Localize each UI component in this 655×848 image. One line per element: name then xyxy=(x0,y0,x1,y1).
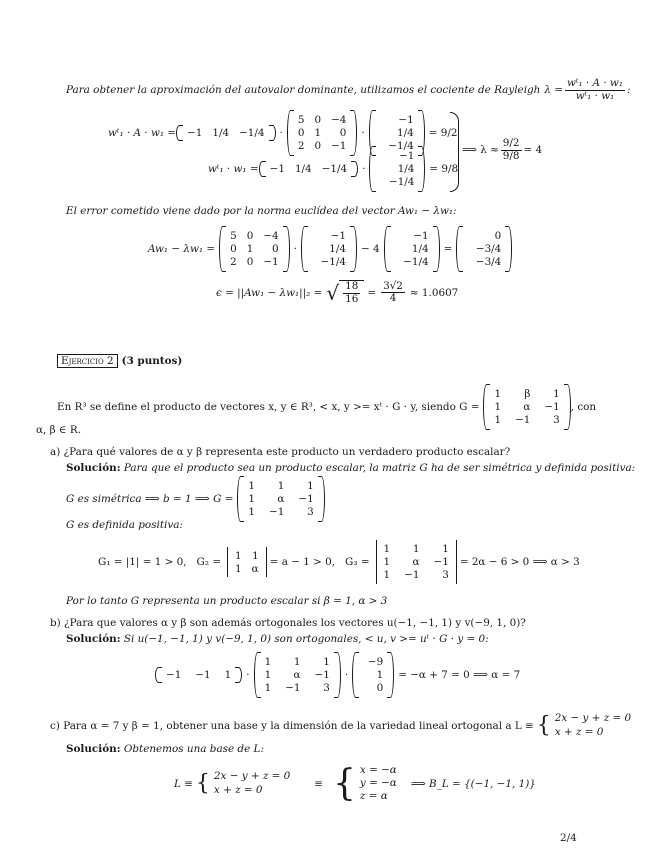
page-number: 2/4 xyxy=(560,832,577,844)
system-right-brace xyxy=(450,112,459,192)
rayleigh-intro-text: Para obtener la aproximación del autovalor dominante, utilizamos el cociente de Rayleigh xyxy=(66,84,541,97)
part-c-solution: Solución: Obtenemos una base de L: xyxy=(66,743,264,755)
equation-error-norm: ϵ = ||Aw₁ − λw₁||₂ = √ $\frac{18}{16}$ = $\frac{3√2}{4}$ ≈ 1.0607 xyxy=(216,279,459,305)
exercise-heading xyxy=(57,354,182,368)
eq3-result-vector: 0 −3/4 −3/4 xyxy=(456,226,512,272)
rayleigh-lambda: λ = xyxy=(544,84,563,97)
part-b-row-vector: −1 −1 1 xyxy=(155,667,242,683)
eq1-result: = 9/2 xyxy=(428,127,458,139)
minor-G2: 1 1 1 α xyxy=(224,547,270,577)
eq1-matrix-A: 5 0 −4 0 1 0 2 0 −1 xyxy=(287,110,358,156)
eq1-lhs: wᵗ₁ · A · w₁ = xyxy=(108,127,177,139)
lambda-result: ⟹ λ ≈ $\frac{9/2}{9/8}$ = 4 xyxy=(462,137,543,162)
eq2-column-vector: −1 1/4 −1/4 xyxy=(369,146,425,192)
part-c-equation: L ≡ { 2x − y + z = 0 x + z = 0 ≡ { x = −α y = −α z = α ⟹ B_L = {(−1, −1, 1)} xyxy=(174,762,536,804)
sqrt-expression: √ $\frac{18}{16}$ xyxy=(326,280,364,306)
eq3-lhs: Aw₁ − λw₁ = xyxy=(148,243,216,255)
part-a-question: a) ¿Para qué valores de α y β representa este producto un verdadero producto escalar? xyxy=(50,446,511,458)
part-a-matrix-G: 1 1 1 1 α −1 1 −1 3 xyxy=(237,476,324,522)
rayleigh-intro-line: Para obtener la aproximación del autovalor dominante, utilizamos el cociente de Rayleigh λ = $\frac{\text{wᵗ₁ · A · w₁}}{\text{wᵗ₁ · w₁}}$ : xyxy=(66,77,631,102)
part-b-matrix-G: 1 1 1 1 α −1 1 −1 3 xyxy=(254,652,341,698)
rayleigh-num: wᵗ₁ · A · w₁ xyxy=(566,77,623,89)
eq3-vector-2: −1 1/4 −1/4 xyxy=(384,226,440,272)
equation-residual: Aw₁ − λw₁ = 5 0 −4 0 1 0 2 0 −1 · −1 1/4 −1/4 − 4 −1 1/4 −1/4 = 0 −3/4 −3/4 xyxy=(148,226,512,272)
eq1-row-vector: −1 1/4 −1/4 xyxy=(176,125,276,141)
eq1-column-vector: −1 1/4 −1/4 xyxy=(369,110,425,156)
intro-text-3: α, β ∈ R. xyxy=(36,424,82,436)
minor-G3: 1 1 1 1 α −1 1 −1 3 xyxy=(373,540,460,584)
part-a-posdef-text: G es definida positiva: xyxy=(66,519,183,531)
part-a-minors: G₁ = |1| = 1 > 0, G₂ = 1 1 1 α = a − 1 > 0, G₃ = 1 1 1 1 α −1 1 −1 3 = 2α − 6 > 0 ⟹ α > 3 xyxy=(98,540,580,584)
exercise-points: (3 puntos) xyxy=(121,355,183,367)
rayleigh-den: wᵗ₁ · w₁ xyxy=(575,89,615,102)
intro-text-2: , con xyxy=(570,401,597,413)
eq3-vector-1: −1 1/4 −1/4 xyxy=(301,226,357,272)
part-b-question: b) ¿Para que valores α y β son además ortogonales los vectores u(−1, −1, 1) y v(−9, 1, 0)? xyxy=(50,617,526,629)
intro-text-1: En R³ se define el producto de vectores x, y ∈ R³, < x, y >= xᵗ · G · y, siendo G = xyxy=(57,401,480,413)
intro-matrix-G: 1 β 1 1 α −1 1 −1 3 xyxy=(483,384,570,430)
eq2-result: = 9/8 xyxy=(429,163,459,175)
error-intro-text: El error cometido viene dado por la norma euclídea del vector Aw₁ − λw₁: xyxy=(66,205,457,217)
part-a-symmetric: G es simétrica ⟹ b = 1 ⟹ G = 1 1 1 1 α −1 1 −1 3 xyxy=(66,476,325,522)
eq2-row-vector: −1 1/4 −1/4 xyxy=(259,161,359,177)
part-b-column-vector: −9 1 0 xyxy=(352,652,394,698)
part-c-question: c) Para α = 7 y β = 1, obtener una base y la dimensión de la variedad lineal ortogonal a L ≡ { 2x − y + z = 0 x + z = 0 xyxy=(50,712,632,738)
equation-ww: wᵗ₁ · w₁ = −1 1/4 −1/4 · −1 1/4 −1/4 = 9/8 xyxy=(208,146,458,192)
part-b-solution: Solución: Si u(−1, −1, 1) y v(−9, 1, 0) son ortogonales, < u, v >= uᵗ · G · y = 0: xyxy=(66,633,489,645)
equation-wAw: wᵗ₁ · A · w₁ = −1 1/4 −1/4 · 5 0 −4 0 1 0 2 0 −1 · −1 1/4 −1/4 = 9/2 xyxy=(108,110,457,156)
rayleigh-fraction xyxy=(565,78,625,103)
part-b-equation: −1 −1 1 · 1 1 1 1 α −1 1 −1 3 · −9 1 0 = −α + 7 = 0 ⟹ α = 7 xyxy=(155,652,520,698)
exercise-label: Ejercicio 2 xyxy=(57,354,118,368)
eq2-lhs: wᵗ₁ · w₁ = xyxy=(208,163,259,175)
intro-line xyxy=(57,384,596,430)
eq3-matrix-A: 5 0 −4 0 1 0 2 0 −1 xyxy=(219,226,290,272)
part-a-conclusion: Por lo tanto G representa un producto escalar si β = 1, α > 3 xyxy=(66,595,388,607)
part-a-solution: Solución: Para que el producto sea un producto escalar, la matriz G ha de ser simétrica y definida positiva: xyxy=(66,462,636,474)
